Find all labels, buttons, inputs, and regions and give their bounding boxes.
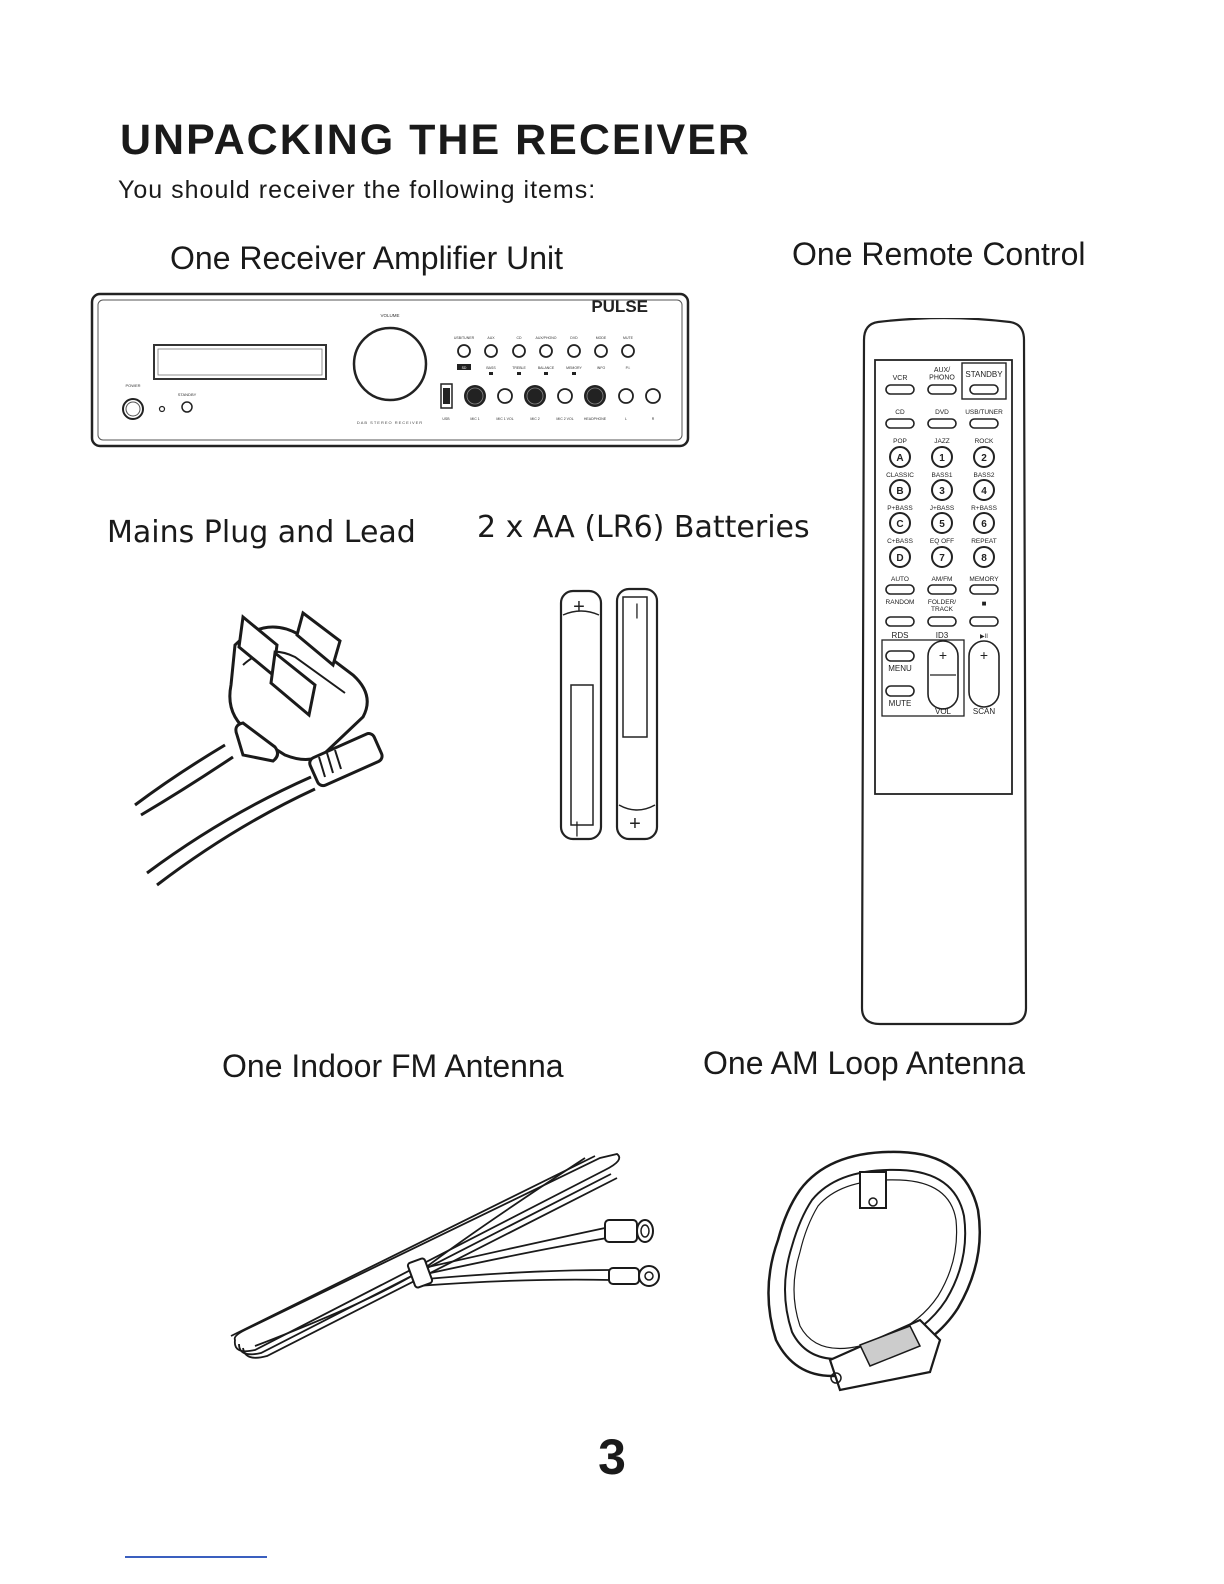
svg-text:DAB STEREO RECEIVER: DAB STEREO RECEIVER	[356, 420, 424, 425]
svg-text:C+BASS: C+BASS	[887, 538, 913, 545]
svg-text:R: R	[651, 417, 655, 421]
svg-text:6: 6	[981, 519, 987, 530]
svg-text:CD: CD	[516, 336, 522, 340]
svg-text:MIC 1 VOL: MIC 1 VOL	[496, 417, 514, 421]
caption-am-antenna: One AM Loop Antenna	[703, 1045, 1026, 1081]
svg-text:D: D	[896, 553, 904, 564]
remote-illustration	[858, 318, 1030, 1030]
svg-text:+: +	[573, 596, 585, 618]
svg-text:4: 4	[981, 486, 987, 497]
svg-text:BALANCE: BALANCE	[537, 366, 555, 370]
footer-divider	[125, 1556, 267, 1558]
svg-text:MEMORY: MEMORY	[566, 366, 582, 370]
caption-plug: Mains Plug and Lead	[107, 515, 416, 550]
svg-text:5: 5	[939, 519, 945, 530]
svg-text:+: +	[629, 813, 641, 835]
svg-text:RANDOM: RANDOM	[885, 599, 915, 606]
svg-text:DVD: DVD	[570, 336, 578, 340]
svg-text:MIC 2 VOL: MIC 2 VOL	[556, 417, 574, 421]
svg-text:A: A	[896, 453, 904, 464]
svg-text:USB: USB	[442, 417, 450, 421]
svg-text:7: 7	[939, 553, 945, 564]
svg-text:CLASSIC: CLASSIC	[886, 472, 914, 479]
svg-text:CD: CD	[895, 409, 905, 416]
svg-text:AM/FM: AM/FM	[931, 576, 953, 583]
svg-text:|: |	[634, 602, 640, 619]
svg-text:▶II: ▶II	[980, 634, 988, 640]
svg-text:FOLDER/TRACK: FOLDER/ TRACK	[927, 599, 957, 614]
fm-antenna-illustration	[225, 1150, 670, 1365]
svg-text:J+BASS: J+BASS	[929, 505, 955, 512]
svg-text:BASS: BASS	[486, 366, 496, 370]
svg-text:L: L	[625, 417, 627, 421]
svg-text:POWER: POWER	[125, 383, 141, 388]
receiver-illustration	[90, 292, 690, 448]
svg-text:■: ■	[981, 599, 987, 608]
svg-text:+: +	[979, 647, 989, 663]
caption-batteries: 2 x AA (LR6) Batteries	[477, 510, 810, 545]
svg-text:AUX/PHONO: AUX/PHONO	[535, 336, 557, 340]
svg-text:MODE: MODE	[595, 336, 607, 340]
svg-text:SCAN: SCAN	[972, 707, 996, 716]
svg-text:BASS2: BASS2	[973, 472, 995, 479]
svg-text:VOLUME: VOLUME	[380, 313, 400, 318]
svg-text:VCR: VCR	[892, 375, 908, 382]
caption-receiver: One Receiver Amplifier Unit	[170, 240, 564, 276]
svg-text:AUTO: AUTO	[891, 576, 909, 583]
svg-text:ID3: ID3	[935, 631, 949, 640]
svg-text:P.I.: P.I.	[625, 366, 631, 370]
svg-text:REPEAT: REPEAT	[971, 538, 997, 545]
svg-text:B: B	[896, 486, 904, 497]
svg-text:DVD: DVD	[935, 409, 949, 416]
svg-text:AUX: AUX	[487, 336, 495, 340]
svg-text:MIC 2: MIC 2	[530, 417, 540, 421]
svg-text:AUX/PHONO: AUX/ PHONO	[929, 367, 955, 382]
svg-text:USB/TUNER: USB/TUNER	[965, 409, 1003, 416]
batteries-illustration	[555, 585, 663, 845]
caption-fm-antenna: One Indoor FM Antenna	[222, 1048, 564, 1084]
mains-plug-illustration	[125, 605, 405, 890]
svg-text:USB/TUNER: USB/TUNER	[453, 336, 475, 340]
svg-text:VOL: VOL	[934, 707, 952, 716]
receiver-brand: PULSE	[591, 297, 648, 316]
svg-text:TREBLE: TREBLE	[512, 366, 526, 370]
svg-text:BASS1: BASS1	[931, 472, 953, 479]
svg-text:MEMORY: MEMORY	[969, 576, 999, 583]
svg-text:EQ OFF: EQ OFF	[929, 538, 955, 545]
svg-text:SD: SD	[461, 366, 467, 370]
svg-text:|: |	[574, 820, 580, 837]
svg-text:MIC 1: MIC 1	[470, 417, 480, 421]
svg-text:ROCK: ROCK	[974, 438, 994, 445]
svg-text:MUTE: MUTE	[623, 336, 633, 340]
svg-text:MUTE: MUTE	[888, 699, 912, 708]
am-antenna-illustration	[760, 1140, 990, 1400]
svg-text:JAZZ: JAZZ	[934, 438, 950, 445]
svg-text:POP: POP	[893, 438, 907, 445]
page-number: 3	[598, 1429, 626, 1485]
svg-text:C: C	[896, 519, 904, 530]
svg-text:2: 2	[981, 453, 987, 464]
svg-text:INFO: INFO	[596, 366, 606, 370]
svg-text:STANDBY: STANDBY	[177, 392, 197, 397]
svg-text:8: 8	[981, 553, 987, 564]
caption-remote: One Remote Control	[792, 236, 1086, 272]
svg-text:RDS: RDS	[891, 631, 909, 640]
svg-text:P+BASS: P+BASS	[887, 505, 913, 512]
svg-text:+: +	[938, 647, 948, 663]
svg-text:MENU: MENU	[888, 664, 912, 673]
svg-text:R+BASS: R+BASS	[971, 505, 997, 512]
svg-text:STANDBY: STANDBY	[965, 370, 1003, 379]
svg-text:3: 3	[939, 486, 945, 497]
page-title: UNPACKING THE RECEIVER	[120, 116, 751, 164]
svg-text:1: 1	[939, 453, 945, 464]
svg-text:HEADPHONE: HEADPHONE	[583, 417, 607, 421]
page-subtitle: You should receiver the following items:	[118, 176, 597, 204]
